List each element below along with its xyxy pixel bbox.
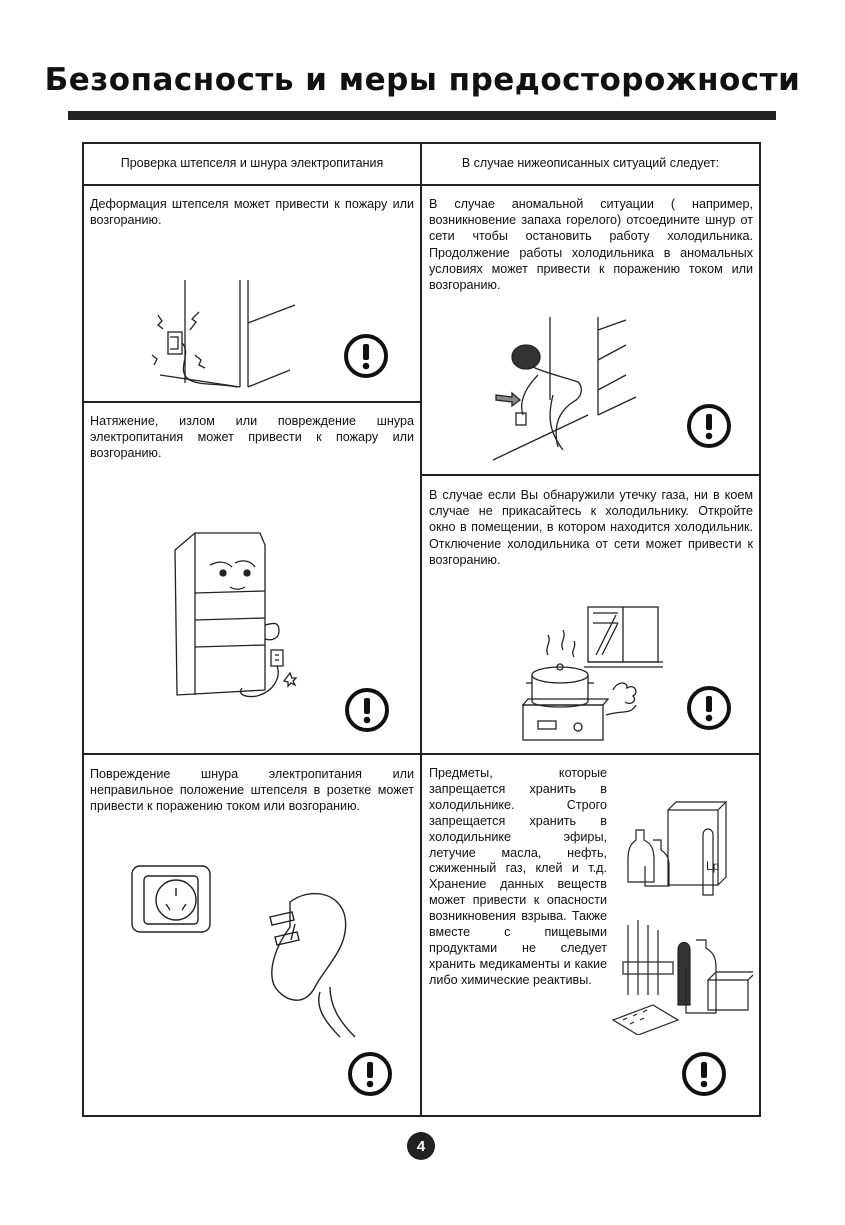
right-text-1: В случае аномальной ситуации ( например, возникновение запаха горелого) отсоедините шнур от сети чтобы остановить работу холодильника. Продолжение работы холодильника в аномальных условиях может привести к поражению током или возгоранию. bbox=[429, 197, 753, 293]
plug-socket-illustration bbox=[140, 275, 300, 390]
woman-unplugging-illustration bbox=[488, 315, 638, 465]
gas-stove-window-illustration bbox=[518, 605, 663, 745]
right-text-3: Предметы, которые запрещается хранить в холодильнике. Строго запрещается хранить в холодильнике эфиры, летучие масла, нефть, сжиженный газ, клей и т.д. Хранение данных веществ может привести к опасности возникновения взрыва. Также вместе с пищевыми продуктами не следует хранить медикаменты и какие либо химические реактивы. bbox=[429, 766, 607, 987]
warning-icon bbox=[344, 334, 388, 378]
socket-and-plug-illustration bbox=[130, 862, 370, 1042]
warning-icon bbox=[682, 1052, 726, 1096]
header-left: Проверка штепселя и шнура электропитания bbox=[120, 156, 384, 170]
header-right: В случае нижеописанных ситуаций следует: bbox=[461, 156, 720, 170]
left-text-2: Натяжение, излом или повреждение шнура электропитания может привести к пожару или возгоранию. bbox=[90, 414, 414, 461]
warning-icon bbox=[687, 686, 731, 730]
page-title: Безопасность и меры предосторожности bbox=[44, 62, 801, 98]
warning-icon bbox=[345, 688, 389, 732]
header-divider bbox=[82, 184, 761, 186]
spray-can-label: Lp bbox=[706, 859, 720, 873]
right-row-divider-1 bbox=[420, 474, 761, 476]
page-number: 4 bbox=[407, 1132, 435, 1160]
warning-icon bbox=[687, 404, 731, 448]
left-text-1: Деформация штепселя может привести к пожару или возгоранию. bbox=[90, 197, 414, 228]
left-text-3: Повреждение шнура электропитания или неправильное положение штепселя в розетке может привести к поражению током или возгоранию. bbox=[90, 767, 414, 814]
left-row-divider-1 bbox=[82, 401, 421, 403]
title-rule bbox=[68, 111, 776, 120]
chemicals-illustration bbox=[608, 800, 753, 1035]
column-divider bbox=[420, 142, 422, 1117]
refrigerator-character-illustration bbox=[165, 525, 315, 700]
right-text-2: В случае если Вы обнаружили утечку газа, ни в коем случае не прикасайтесь к холодильнику. Откройте окно в помещении, в котором находится холодильник. Отключение холодильника от сети может привести к возгоранию. bbox=[429, 488, 753, 567]
row-divider-2 bbox=[82, 753, 761, 755]
warning-icon bbox=[348, 1052, 392, 1096]
